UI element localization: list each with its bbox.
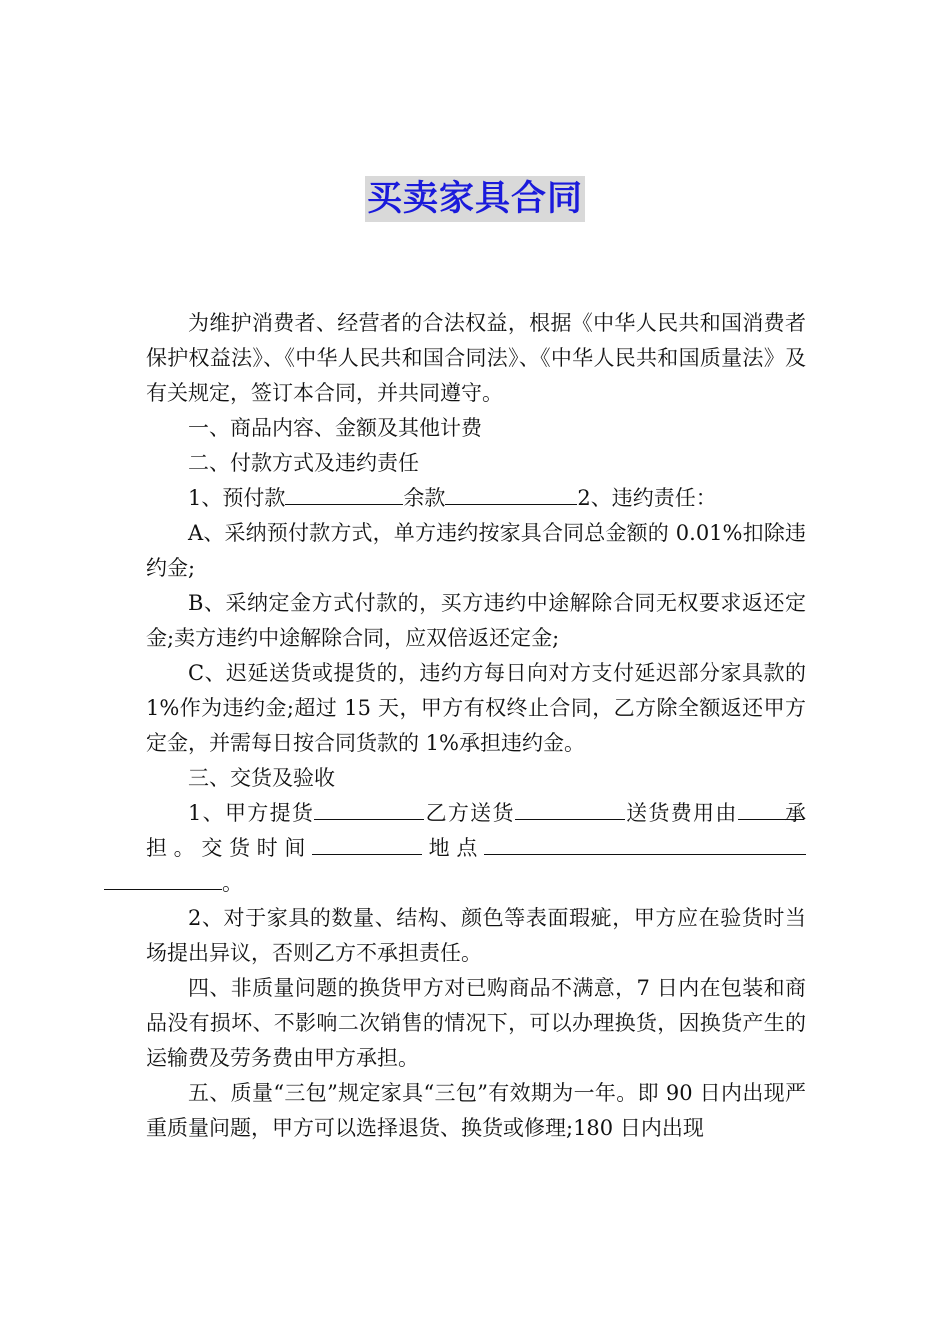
seller-delivery-label: 乙方送货 bbox=[424, 801, 515, 825]
delivery-fee-blank-2 bbox=[762, 797, 784, 820]
intro-paragraph: 为维护消费者、经营者的合法权益，根据《中华人民共和国消费者保护权益法》、《中华人民共和国合同法》、《中华人民共和国质量法》及有关规定，签订本合同，并共同遵守。 bbox=[146, 311, 806, 405]
title-wrap bbox=[0, 176, 950, 222]
buyer-pickup-blank bbox=[314, 797, 424, 820]
payment-line bbox=[146, 481, 806, 516]
section-5-paragraph: 五、质量“三包”规定家具“三包”有效期为一年。即 90 日内出现严重质量问题，甲方可以选择退货、换货或修理;180 日内出现 bbox=[146, 1081, 806, 1140]
bear-cost-label: 承担。交货时间 bbox=[146, 801, 806, 860]
breach-label: 2、违约责任： bbox=[577, 486, 717, 510]
clause-3-2: 2、对于家具的数量、结构、颜色等表面瑕疵，甲方应在验货时当场提出异议，否则乙方不承担责任。 bbox=[146, 906, 806, 965]
delivery-end-mark: 。 bbox=[222, 871, 243, 895]
delivery-fee-label: 送货费用由 bbox=[624, 801, 738, 825]
clause-b: B、采纳定金方式付款的，买方违约中途解除合同无权要求返还定金;卖方违约中途解除合同，应双倍返还定金; bbox=[146, 591, 806, 650]
clause-a: A、采纳预付款方式，单方违约按家具合同总金额的 0.01%扣除违约金; bbox=[146, 521, 806, 580]
balance-blank bbox=[445, 482, 577, 505]
document-body bbox=[146, 306, 806, 1146]
section-1-heading: 一、商品内容、金额及其他计费 bbox=[188, 416, 482, 440]
section-2-heading: 二、付款方式及违约责任 bbox=[188, 451, 419, 475]
clause-c: C、迟延送货或提货的，违约方每日向对方支付延迟部分家具款的 1%作为违约金;超过 15 天，甲方有权终止合同，乙方除全额返还甲方定金，并需每日按合同货款的 1%承担违约金。 bbox=[146, 661, 806, 755]
location-blank-1 bbox=[484, 832, 806, 855]
location-label: 地点 bbox=[422, 836, 484, 860]
section-4-paragraph: 四、非质量问题的换货甲方对已购商品不满意，7 日内在包装和商品没有损坏、不影响二次销售的情况下，可以办理换货，因换货产生的运输费及劳务费由甲方承担。 bbox=[146, 976, 806, 1070]
section-3-heading: 三、交货及验收 bbox=[188, 766, 335, 790]
delivery-time-blank bbox=[312, 832, 422, 855]
prepayment-blank bbox=[285, 482, 403, 505]
seller-delivery-blank bbox=[515, 797, 625, 820]
balance-label: 余款 bbox=[403, 486, 446, 510]
location-blank-2 bbox=[104, 867, 222, 890]
buyer-pickup-label: 1、甲方提货 bbox=[188, 801, 315, 825]
delivery-line bbox=[146, 796, 806, 901]
prepayment-label: 1、预付款 bbox=[188, 486, 286, 510]
page-title: 买卖家具合同 bbox=[365, 176, 585, 222]
